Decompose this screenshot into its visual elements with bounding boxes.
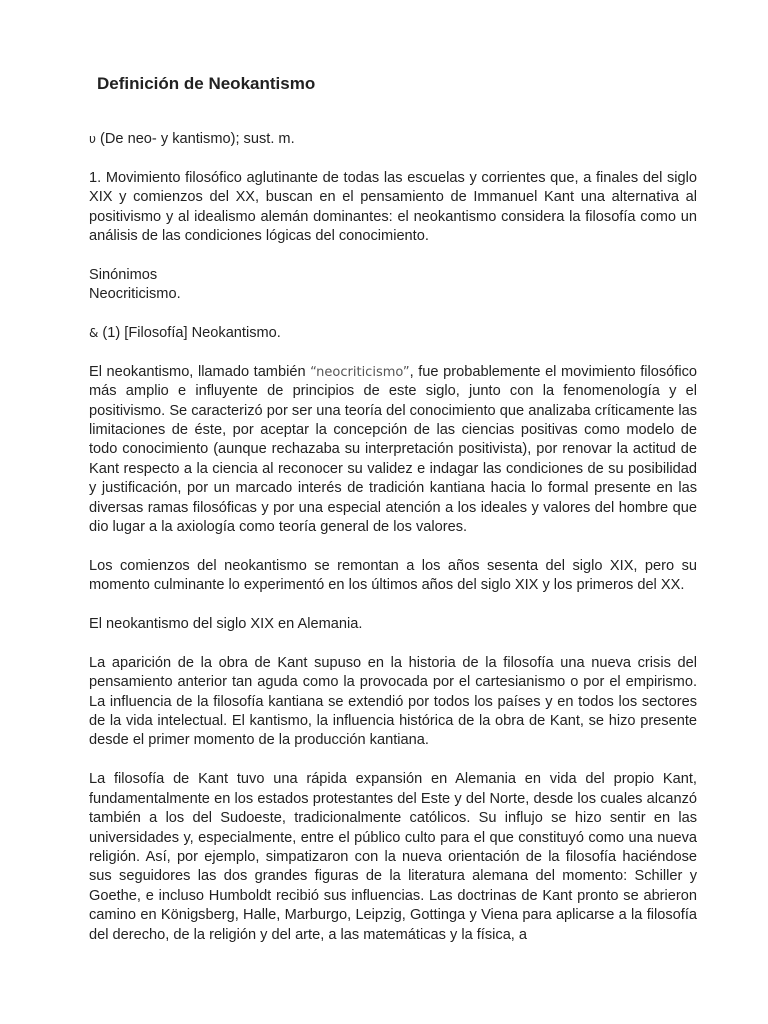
document-body — [89, 130, 697, 964]
intro-paragraph-start: El neokantismo, llamado también — [89, 363, 311, 380]
category-line — [89, 324, 697, 343]
expansion-paragraph: La filosofía de Kant tuvo una rápida expansión en Alemania en vida del propio Kant, fundamentalmente en los estados protestantes del Este y del Norte, desde los cuales alcanzó también a los del Sudoeste, tradicionalmente católicos. Su influjo se hizo sentir en las universidades y, especialmente, entre el público culto para el que constituyó como una nueva religión. Así, por ejemplo, simpatizaron con la nueva orientación de la filosofía haciéndose sus seguidores las dos grandes figuras de la literatura alemana del momento: Schiller y Goethe, e incluso Humboldt recibió sus influencias. Las doctrinas de Kant pronto se abrieron camino en Königsberg, Halle, Marburgo, Leipzig, Gottinga y Viena para aplicarse a la filosofía del derecho, de la religión y del arte, a las matemáticas y la física, a — [89, 771, 697, 943]
intro-paragraph — [89, 363, 697, 538]
etymology-text: (De neo- y kantismo); sust. m. — [95, 131, 295, 147]
etymology-line — [89, 130, 697, 149]
origins-paragraph: Los comienzos del neokantismo se remontan a los años sesenta del siglo XIX, pero su momento culminante lo experimentó en los últimos años del siglo XIX y los primeros del XX. — [89, 557, 697, 594]
etymology-symbol: υ — [89, 132, 96, 146]
intro-paragraph-end: , fue probablemente el movimiento filosófico más amplio e influyente de principios de este siglo, junto con la fenomenología y el positivismo. Se caracterizó por ser una teoría del conocimiento que analizaba críticamente las limitaciones de éste, por aceptar la concepción de las ciencias positivas como modelo de todo conocimiento (aunque rechazaba su interpretación positivista), por renovar la actitud de Kant respecto a la ciencia al reconocer su validez e indagar las condiciones de su posibilidad y justificación, por un marcado interés de tradición kantiana hacia lo formal presente en las diversas ramas filosóficas y por una especial atención a los ideales y valores del hombre que dio lugar a la axiología como teoría general de los valores. — [89, 363, 697, 536]
category-text: (1) [Filosofía] Neokantismo. — [98, 325, 281, 342]
definition-paragraph: 1. Movimiento filosófico aglutinante de todas las escuelas y corrientes que, a finales del siglo XIX y comienzos del XX, buscan en el pensamiento de Immanuel Kant una alternativa al positivismo y al idealismo alemán dominantes: el neokantismo considera la filosofía como un análisis de las condiciones lógicas del conocimiento. — [89, 169, 697, 245]
section-heading: El neokantismo del siglo XIX en Alemania. — [89, 616, 363, 633]
document-title: Definición de Neokantismo — [97, 74, 316, 93]
category-symbol: & — [89, 326, 99, 341]
intro-paragraph-quote: “neocriticismo” — [310, 364, 410, 380]
kant-influence-paragraph: La aparición de la obra de Kant supuso en la historia de la filosofía una nueva crisis del pensamiento anterior tan aguda como la provocada por el cartesianismo o por el empirismo. La influencia de la filosofía kantiana se extendió por todos los países y en todos los sectores de la vida intelectual. El kantismo, la influencia histórica de la obra de Kant, se hizo presente desde el primer momento de la producción kantiana. — [89, 654, 697, 749]
synonyms-value: Neocriticismo. — [89, 286, 181, 303]
synonyms-label: Sinónimos — [89, 266, 158, 283]
